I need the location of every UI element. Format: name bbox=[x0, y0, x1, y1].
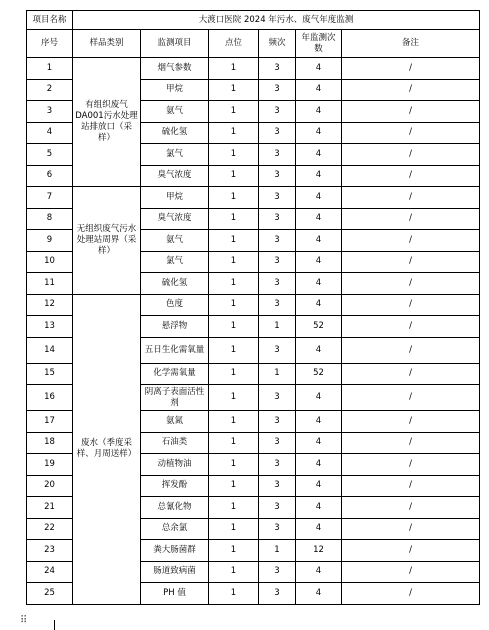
monitoring-item: 氨气 bbox=[141, 230, 209, 252]
monitoring-item: 臭气浓度 bbox=[141, 208, 209, 230]
frequency-value: 3 bbox=[259, 518, 296, 540]
note-value: / bbox=[342, 294, 480, 316]
monitoring-item: 粪大肠菌群 bbox=[141, 540, 209, 562]
points-value: 1 bbox=[209, 518, 259, 540]
row-number: 8 bbox=[27, 208, 73, 230]
points-value: 1 bbox=[209, 187, 259, 209]
frequency-value: 3 bbox=[259, 294, 296, 316]
col-header-annual-count: 年监测次数 bbox=[296, 30, 342, 58]
row-number: 12 bbox=[27, 294, 73, 316]
frequency-value: 3 bbox=[259, 475, 296, 497]
note-value: / bbox=[342, 122, 480, 144]
table-row bbox=[27, 58, 480, 80]
row-number: 23 bbox=[27, 540, 73, 562]
annual-count-value: 4 bbox=[296, 475, 342, 497]
frequency-value: 3 bbox=[259, 122, 296, 144]
row-number: 2 bbox=[27, 79, 73, 101]
row-number: 5 bbox=[27, 144, 73, 166]
row-number: 20 bbox=[27, 475, 73, 497]
note-value: / bbox=[342, 187, 480, 209]
monitoring-item: 甲烷 bbox=[141, 79, 209, 101]
annual-count-value: 4 bbox=[296, 432, 342, 454]
row-number: 7 bbox=[27, 187, 73, 209]
frequency-value: 1 bbox=[259, 363, 296, 385]
frequency-value: 3 bbox=[259, 454, 296, 476]
annual-count-value: 4 bbox=[296, 337, 342, 363]
row-number: 1 bbox=[27, 58, 73, 80]
monitoring-item: PH 值 bbox=[141, 583, 209, 605]
row-number: 3 bbox=[27, 101, 73, 123]
note-value: / bbox=[342, 561, 480, 583]
monitoring-item: 石油类 bbox=[141, 432, 209, 454]
frequency-value: 3 bbox=[259, 101, 296, 123]
note-value: / bbox=[342, 251, 480, 273]
row-number: 15 bbox=[27, 363, 73, 385]
points-value: 1 bbox=[209, 316, 259, 338]
monitoring-item: 臭气浓度 bbox=[141, 165, 209, 187]
frequency-value: 3 bbox=[259, 273, 296, 295]
annual-count-value: 4 bbox=[296, 411, 342, 433]
row-number: 21 bbox=[27, 497, 73, 519]
frequency-value: 3 bbox=[259, 58, 296, 80]
row-number: 9 bbox=[27, 230, 73, 252]
note-value: / bbox=[342, 518, 480, 540]
points-value: 1 bbox=[209, 101, 259, 123]
annual-count-value: 52 bbox=[296, 363, 342, 385]
note-value: / bbox=[342, 363, 480, 385]
annual-count-value: 4 bbox=[296, 165, 342, 187]
row-number: 24 bbox=[27, 561, 73, 583]
note-value: / bbox=[342, 454, 480, 476]
monitoring-item: 氯气 bbox=[141, 251, 209, 273]
row-number: 11 bbox=[27, 273, 73, 295]
annual-count-value: 4 bbox=[296, 294, 342, 316]
annual-count-value: 52 bbox=[296, 316, 342, 338]
points-value: 1 bbox=[209, 475, 259, 497]
header-row bbox=[27, 30, 480, 58]
monitoring-item: 硫化氢 bbox=[141, 122, 209, 144]
frequency-value: 3 bbox=[259, 497, 296, 519]
points-value: 1 bbox=[209, 411, 259, 433]
col-header-points: 点位 bbox=[209, 30, 259, 58]
monitoring-item: 甲烷 bbox=[141, 187, 209, 209]
annual-count-value: 4 bbox=[296, 518, 342, 540]
points-value: 1 bbox=[209, 337, 259, 363]
project-name-value: 大渡口医院 2024 年污水、废气年度监测 bbox=[73, 11, 480, 30]
frequency-value: 3 bbox=[259, 208, 296, 230]
sample-type-cell: 有组织废气DA001污水处理站排放口（采样） bbox=[73, 58, 141, 187]
points-value: 1 bbox=[209, 251, 259, 273]
note-value: / bbox=[342, 475, 480, 497]
points-value: 1 bbox=[209, 165, 259, 187]
row-number: 13 bbox=[27, 316, 73, 338]
table-row bbox=[27, 187, 480, 209]
annual-count-value: 12 bbox=[296, 540, 342, 562]
frequency-value: 3 bbox=[259, 561, 296, 583]
project-name-label: 项目名称 bbox=[27, 11, 73, 30]
row-number: 10 bbox=[27, 251, 73, 273]
points-value: 1 bbox=[209, 561, 259, 583]
frequency-value: 3 bbox=[259, 411, 296, 433]
monitoring-item: 总余氯 bbox=[141, 518, 209, 540]
row-number: 25 bbox=[27, 583, 73, 605]
points-value: 1 bbox=[209, 540, 259, 562]
note-value: / bbox=[342, 273, 480, 295]
points-value: 1 bbox=[209, 454, 259, 476]
annual-count-value: 4 bbox=[296, 454, 342, 476]
annual-count-value: 4 bbox=[296, 251, 342, 273]
points-value: 1 bbox=[209, 144, 259, 166]
col-header-sample-type: 样品类别 bbox=[73, 30, 141, 58]
points-value: 1 bbox=[209, 497, 259, 519]
note-value: / bbox=[342, 540, 480, 562]
points-value: 1 bbox=[209, 230, 259, 252]
frequency-value: 3 bbox=[259, 251, 296, 273]
annual-count-value: 4 bbox=[296, 122, 342, 144]
annual-count-value: 4 bbox=[296, 58, 342, 80]
monitoring-item: 总氰化物 bbox=[141, 497, 209, 519]
row-number: 16 bbox=[27, 385, 73, 411]
drag-handle-icon[interactable]: ⠿ bbox=[20, 615, 29, 626]
note-value: / bbox=[342, 58, 480, 80]
row-number: 22 bbox=[27, 518, 73, 540]
points-value: 1 bbox=[209, 385, 259, 411]
annual-count-value: 4 bbox=[296, 583, 342, 605]
frequency-value: 1 bbox=[259, 540, 296, 562]
note-value: / bbox=[342, 385, 480, 411]
annual-count-value: 4 bbox=[296, 101, 342, 123]
note-value: / bbox=[342, 101, 480, 123]
sample-type-cell: 无组织废气污水处理站周界（采样） bbox=[73, 187, 141, 295]
monitoring-item: 阴离子表面活性剂 bbox=[141, 385, 209, 411]
points-value: 1 bbox=[209, 363, 259, 385]
col-header-note: 备注 bbox=[342, 30, 480, 58]
note-value: / bbox=[342, 411, 480, 433]
note-value: / bbox=[342, 79, 480, 101]
monitoring-item: 烟气参数 bbox=[141, 58, 209, 80]
frequency-value: 3 bbox=[259, 337, 296, 363]
points-value: 1 bbox=[209, 583, 259, 605]
points-value: 1 bbox=[209, 122, 259, 144]
monitoring-item: 肠道致病菌 bbox=[141, 561, 209, 583]
points-value: 1 bbox=[209, 294, 259, 316]
col-header-no: 序号 bbox=[27, 30, 73, 58]
title-row bbox=[27, 11, 480, 30]
frequency-value: 3 bbox=[259, 432, 296, 454]
frequency-value: 3 bbox=[259, 385, 296, 411]
monitoring-item: 色度 bbox=[141, 294, 209, 316]
annual-count-value: 4 bbox=[296, 230, 342, 252]
row-number: 17 bbox=[27, 411, 73, 433]
annual-count-value: 4 bbox=[296, 144, 342, 166]
sample-type-cell: 废水（季度采样、月周送样） bbox=[73, 294, 141, 604]
frequency-value: 3 bbox=[259, 144, 296, 166]
row-number: 18 bbox=[27, 432, 73, 454]
monitoring-item: 动植物油 bbox=[141, 454, 209, 476]
row-number: 19 bbox=[27, 454, 73, 476]
frequency-value: 3 bbox=[259, 583, 296, 605]
monitoring-item: 五日生化需氧量 bbox=[141, 337, 209, 363]
col-header-item: 监测项目 bbox=[141, 30, 209, 58]
note-value: / bbox=[342, 432, 480, 454]
monitoring-item: 氯气 bbox=[141, 144, 209, 166]
frequency-value: 3 bbox=[259, 79, 296, 101]
annual-count-value: 4 bbox=[296, 561, 342, 583]
points-value: 1 bbox=[209, 79, 259, 101]
note-value: / bbox=[342, 316, 480, 338]
text-cursor bbox=[54, 620, 55, 630]
note-value: / bbox=[342, 583, 480, 605]
points-value: 1 bbox=[209, 208, 259, 230]
row-number: 4 bbox=[27, 122, 73, 144]
frequency-value: 3 bbox=[259, 187, 296, 209]
note-value: / bbox=[342, 165, 480, 187]
frequency-value: 3 bbox=[259, 165, 296, 187]
monitoring-item: 悬浮物 bbox=[141, 316, 209, 338]
frequency-value: 3 bbox=[259, 230, 296, 252]
note-value: / bbox=[342, 230, 480, 252]
annual-count-value: 4 bbox=[296, 273, 342, 295]
monitoring-table bbox=[26, 10, 480, 605]
annual-count-value: 4 bbox=[296, 497, 342, 519]
monitoring-item: 氨气 bbox=[141, 101, 209, 123]
annual-count-value: 4 bbox=[296, 187, 342, 209]
points-value: 1 bbox=[209, 58, 259, 80]
annual-count-value: 4 bbox=[296, 208, 342, 230]
annual-count-value: 4 bbox=[296, 79, 342, 101]
points-value: 1 bbox=[209, 432, 259, 454]
monitoring-item: 氨氮 bbox=[141, 411, 209, 433]
col-header-frequency: 频次 bbox=[259, 30, 296, 58]
table-row bbox=[27, 294, 480, 316]
row-number: 6 bbox=[27, 165, 73, 187]
annual-count-value: 4 bbox=[296, 385, 342, 411]
note-value: / bbox=[342, 208, 480, 230]
row-number: 14 bbox=[27, 337, 73, 363]
points-value: 1 bbox=[209, 273, 259, 295]
frequency-value: 1 bbox=[259, 316, 296, 338]
note-value: / bbox=[342, 144, 480, 166]
monitoring-item: 化学需氧量 bbox=[141, 363, 209, 385]
monitoring-item: 硫化氢 bbox=[141, 273, 209, 295]
monitoring-item: 挥发酚 bbox=[141, 475, 209, 497]
note-value: / bbox=[342, 337, 480, 363]
note-value: / bbox=[342, 497, 480, 519]
